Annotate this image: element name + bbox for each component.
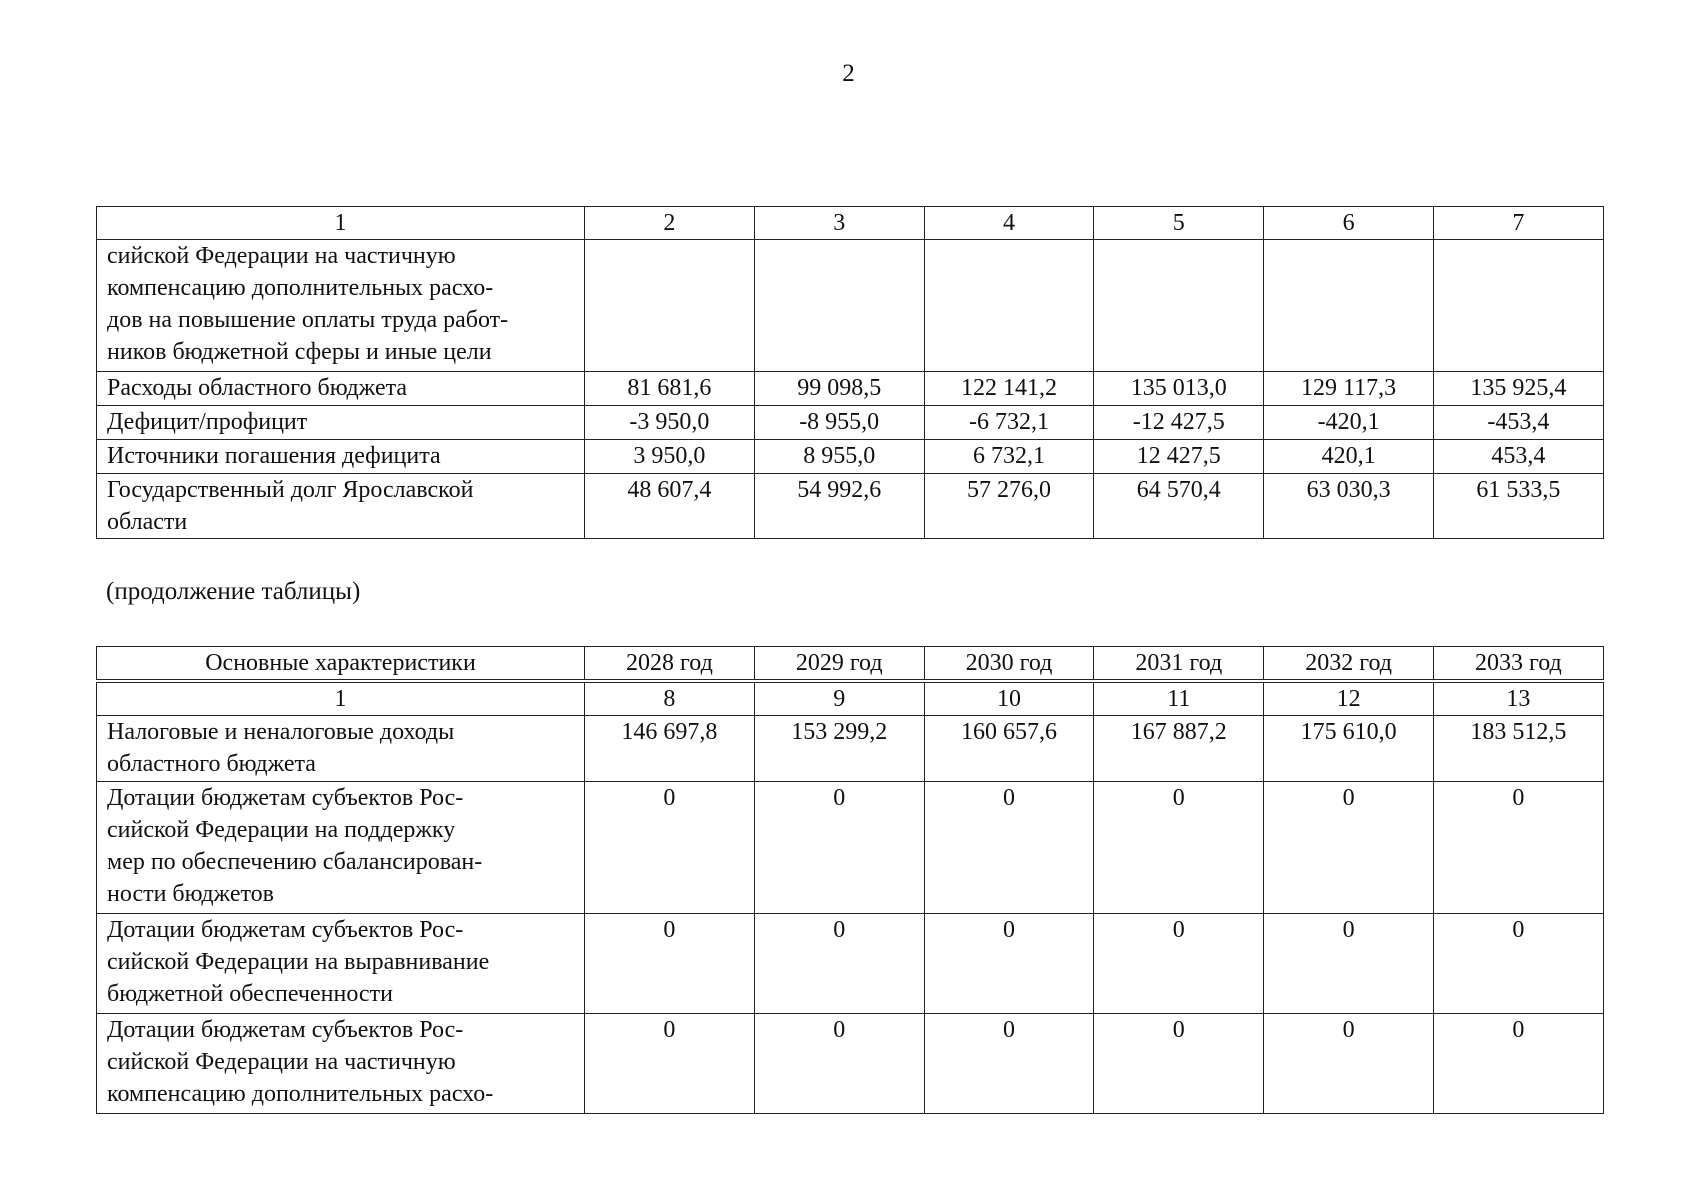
header-cell: 6 bbox=[1264, 207, 1434, 240]
row-label-line: Государственный долг Ярославской bbox=[107, 477, 474, 503]
row-label bbox=[97, 1014, 585, 1114]
value-cell: 64 570,4 bbox=[1094, 474, 1264, 539]
header-cell: 1 bbox=[97, 683, 585, 716]
value-cell bbox=[1264, 240, 1434, 372]
header-cell: 2030 год bbox=[924, 647, 1094, 680]
header-cell: 9 bbox=[754, 683, 924, 716]
row-label-line: компенсацию дополнительных расхо- bbox=[107, 275, 494, 301]
value-cell bbox=[1094, 240, 1264, 372]
row-label-line: мер по обеспечению сбалансирован- bbox=[107, 849, 483, 875]
value-cell: 99 098,5 bbox=[754, 372, 924, 406]
value-cell: -12 427,5 bbox=[1094, 406, 1264, 440]
row-label-line: дов на повышение оплаты труда работ- bbox=[107, 307, 509, 333]
value-cell: 167 887,2 bbox=[1094, 716, 1264, 782]
header-cell: 2031 год bbox=[1094, 647, 1264, 680]
value-cell: 153 299,2 bbox=[754, 716, 924, 782]
value-cell bbox=[1433, 240, 1603, 372]
row-label bbox=[97, 914, 585, 1014]
header-cell: 8 bbox=[585, 683, 755, 716]
value-cell: 0 bbox=[1433, 782, 1603, 914]
value-cell: 57 276,0 bbox=[924, 474, 1094, 539]
row-label-line: области bbox=[107, 509, 188, 535]
title-row bbox=[97, 647, 1604, 680]
value-cell: 135 013,0 bbox=[1094, 372, 1264, 406]
value-cell: 160 657,6 bbox=[924, 716, 1094, 782]
row-label-line: Расходы областного бюджета bbox=[107, 375, 408, 401]
value-cell: 420,1 bbox=[1264, 440, 1434, 474]
header-cell: 7 bbox=[1433, 207, 1603, 240]
header-cell: 4 bbox=[924, 207, 1094, 240]
header-cell: 11 bbox=[1094, 683, 1264, 716]
budget-table-part1 bbox=[96, 206, 1604, 539]
value-cell: 12 427,5 bbox=[1094, 440, 1264, 474]
value-cell: 0 bbox=[1433, 914, 1603, 1014]
value-cell: 81 681,6 bbox=[585, 372, 755, 406]
value-cell bbox=[585, 240, 755, 372]
row-label bbox=[97, 782, 585, 914]
budget-table-part2-title-row bbox=[96, 646, 1604, 680]
row-label-line: компенсацию дополнительных расхо- bbox=[107, 1081, 494, 1107]
value-cell: 0 bbox=[585, 782, 755, 914]
row-label bbox=[97, 440, 585, 474]
value-cell: 8 955,0 bbox=[754, 440, 924, 474]
row-label-line: бюджетной обеспеченности bbox=[107, 981, 393, 1007]
header-cell: 2028 год bbox=[585, 647, 755, 680]
row-label-line: сийской Федерации на частичную bbox=[107, 243, 456, 269]
table-row bbox=[97, 914, 1604, 1014]
value-cell: 0 bbox=[754, 782, 924, 914]
page-number: 2 bbox=[842, 60, 855, 87]
table-row bbox=[97, 1014, 1604, 1114]
row-label-line: Дотации бюджетам субъектов Рос- bbox=[107, 1017, 464, 1043]
header-cell: 12 bbox=[1264, 683, 1434, 716]
header-cell: 2 bbox=[585, 207, 755, 240]
header-cell: 3 bbox=[754, 207, 924, 240]
value-cell: 63 030,3 bbox=[1264, 474, 1434, 539]
value-cell bbox=[924, 240, 1094, 372]
value-cell: 129 117,3 bbox=[1264, 372, 1434, 406]
value-cell: 0 bbox=[585, 1014, 755, 1114]
value-cell: -420,1 bbox=[1264, 406, 1434, 440]
value-cell: 0 bbox=[1094, 914, 1264, 1014]
row-label-line: ников бюджетной сферы и иные цели bbox=[107, 339, 492, 365]
value-cell: 0 bbox=[1433, 1014, 1603, 1114]
row-label-line: сийской Федерации на выравнивание bbox=[107, 949, 490, 975]
value-cell: 122 141,2 bbox=[924, 372, 1094, 406]
header-cell: Основные характеристики bbox=[97, 647, 585, 680]
table-row bbox=[97, 716, 1604, 782]
row-label-line: ности бюджетов bbox=[107, 881, 274, 907]
value-cell: 3 950,0 bbox=[585, 440, 755, 474]
value-cell: 0 bbox=[924, 914, 1094, 1014]
row-label-line: Налоговые и неналоговые доходы bbox=[107, 719, 455, 745]
value-cell: 6 732,1 bbox=[924, 440, 1094, 474]
header-cell: 2029 год bbox=[754, 647, 924, 680]
row-label-line: Источники погашения дефицита bbox=[107, 443, 441, 469]
table-row bbox=[97, 782, 1604, 914]
table-row bbox=[97, 240, 1604, 372]
header-row bbox=[97, 683, 1604, 716]
value-cell: 48 607,4 bbox=[585, 474, 755, 539]
row-label-line: сийской Федерации на частичную bbox=[107, 1049, 456, 1075]
continuation-note: (продолжение таблицы) bbox=[106, 578, 361, 605]
row-label bbox=[97, 474, 585, 539]
value-cell: 0 bbox=[1094, 782, 1264, 914]
value-cell: 183 512,5 bbox=[1433, 716, 1603, 782]
value-cell: 146 697,8 bbox=[585, 716, 755, 782]
value-cell: 61 533,5 bbox=[1433, 474, 1603, 539]
header-cell: 13 bbox=[1433, 683, 1603, 716]
table-row bbox=[97, 440, 1604, 474]
header-row bbox=[97, 207, 1604, 240]
value-cell: 453,4 bbox=[1433, 440, 1603, 474]
header-cell: 2032 год bbox=[1264, 647, 1434, 680]
value-cell: -6 732,1 bbox=[924, 406, 1094, 440]
value-cell: 0 bbox=[585, 914, 755, 1014]
row-label bbox=[97, 406, 585, 440]
value-cell: 135 925,4 bbox=[1433, 372, 1603, 406]
value-cell: 0 bbox=[1264, 782, 1434, 914]
value-cell: 0 bbox=[1264, 1014, 1434, 1114]
header-cell: 10 bbox=[924, 683, 1094, 716]
table-row bbox=[97, 474, 1604, 539]
value-cell: -8 955,0 bbox=[754, 406, 924, 440]
row-label-line: Дефицит/профицит bbox=[107, 409, 308, 435]
value-cell: 54 992,6 bbox=[754, 474, 924, 539]
budget-table-part2 bbox=[96, 682, 1604, 1114]
row-label bbox=[97, 716, 585, 782]
value-cell: -3 950,0 bbox=[585, 406, 755, 440]
value-cell: 0 bbox=[924, 1014, 1094, 1114]
table-row bbox=[97, 406, 1604, 440]
value-cell: 0 bbox=[1094, 1014, 1264, 1114]
header-cell: 5 bbox=[1094, 207, 1264, 240]
value-cell bbox=[754, 240, 924, 372]
value-cell: 0 bbox=[754, 914, 924, 1014]
value-cell: 0 bbox=[754, 1014, 924, 1114]
row-label-line: Дотации бюджетам субъектов Рос- bbox=[107, 917, 464, 943]
value-cell: -453,4 bbox=[1433, 406, 1603, 440]
header-cell: 2033 год bbox=[1433, 647, 1603, 680]
row-label-line: областного бюджета bbox=[107, 751, 316, 777]
header-cell: 1 bbox=[97, 207, 585, 240]
row-label bbox=[97, 240, 585, 372]
table-row bbox=[97, 372, 1604, 406]
row-label-line: сийской Федерации на поддержку bbox=[107, 817, 456, 843]
row-label bbox=[97, 372, 585, 406]
value-cell: 175 610,0 bbox=[1264, 716, 1434, 782]
row-label-line: Дотации бюджетам субъектов Рос- bbox=[107, 785, 464, 811]
value-cell: 0 bbox=[1264, 914, 1434, 1014]
value-cell: 0 bbox=[924, 782, 1094, 914]
